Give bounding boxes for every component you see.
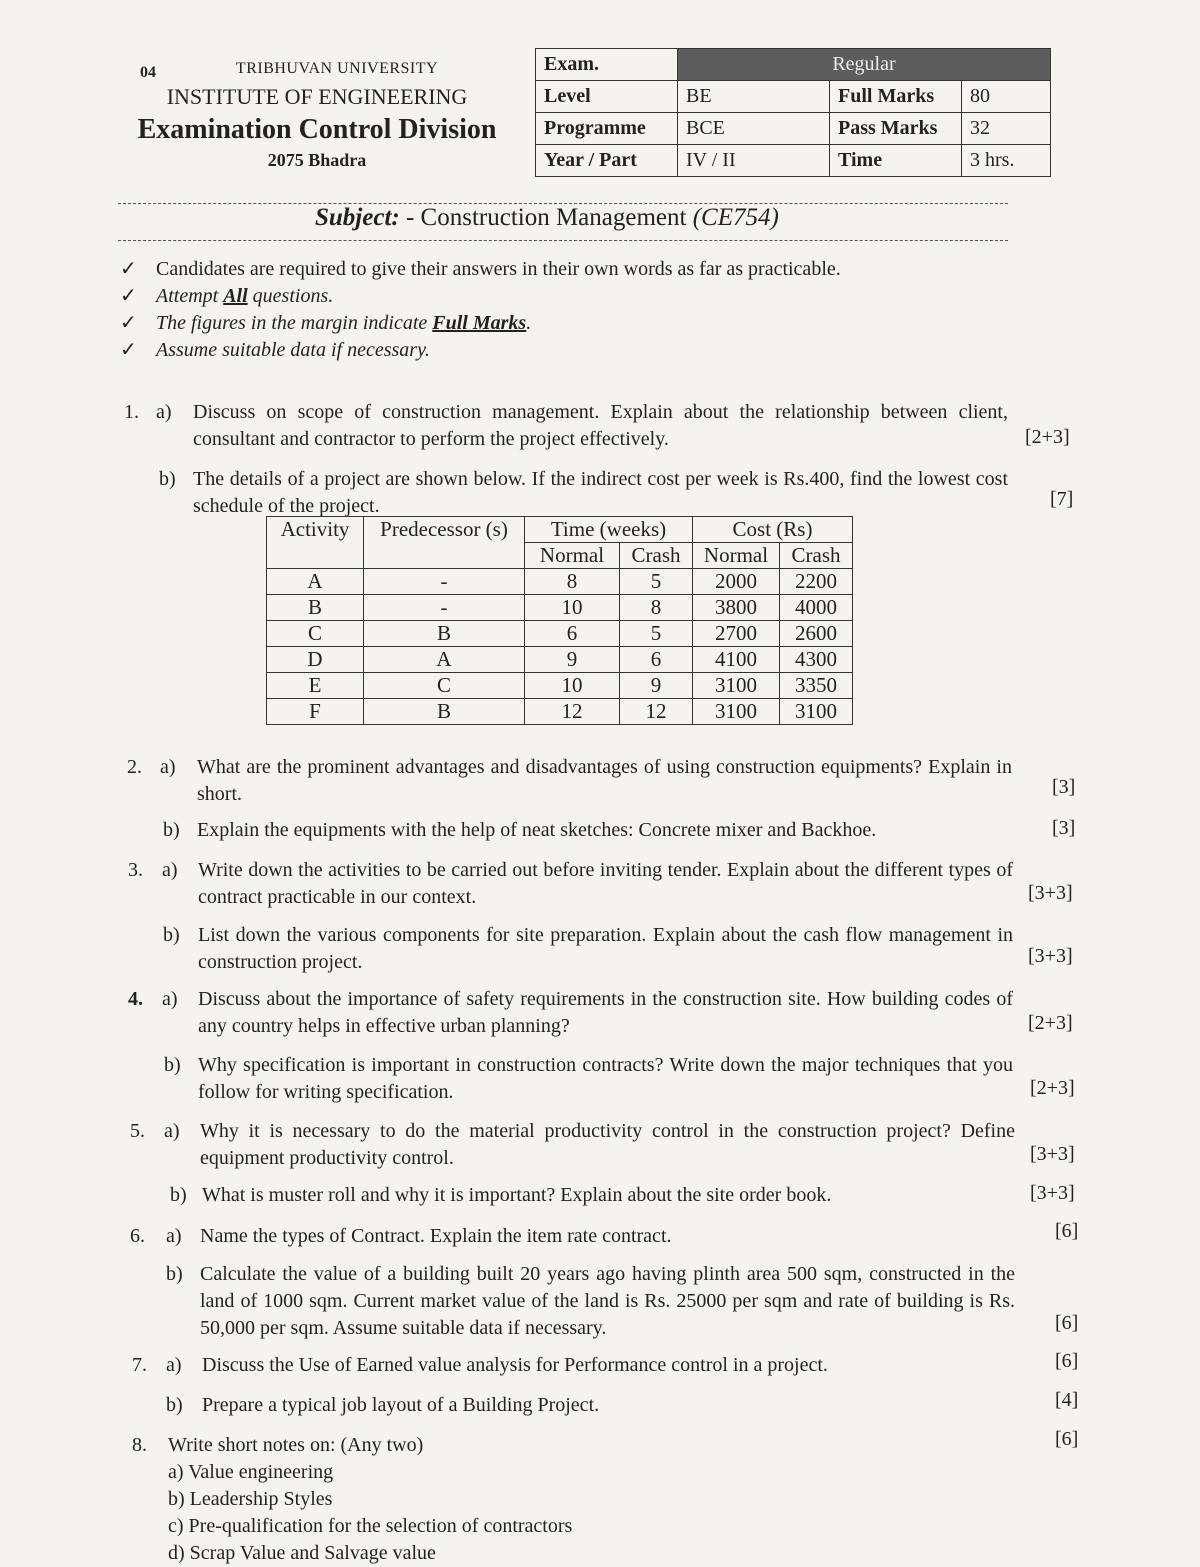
- question-8-items: [168, 1459, 868, 1567]
- time-value: 3 hrs.: [962, 145, 1051, 177]
- instruction-item: ✓ The figures in the margin indicate Full Marks.: [120, 312, 532, 334]
- header-time-crash: Crash: [620, 543, 693, 569]
- subject-code: (CE754): [692, 204, 779, 231]
- list-item: b) Leadership Styles: [168, 1488, 333, 1510]
- header-cost-normal: Normal: [693, 543, 780, 569]
- marks-4a: [2+3]: [1028, 1012, 1073, 1034]
- instruction-item: ✓ Candidates are required to give their answers in their own words as far as practicable.: [120, 258, 841, 280]
- marks-5a: [3+3]: [1030, 1143, 1075, 1165]
- table-row: C B 6 5 2700 2600: [267, 621, 853, 647]
- table-row: A - 8 5 2000 2200: [267, 569, 853, 595]
- table-row: F B 12 12 3100 3100: [267, 699, 853, 725]
- level-label: Level: [536, 81, 678, 113]
- check-icon: ✓: [120, 285, 137, 307]
- exam-label: Exam.: [536, 49, 678, 81]
- check-icon: ✓: [120, 258, 137, 280]
- year-label: Year / Part: [536, 145, 678, 177]
- programme-label: Programme: [536, 113, 678, 145]
- list-item: c) Pre-qualification for the selection of contractors: [168, 1515, 573, 1537]
- header-cost-crash: Crash: [780, 543, 853, 569]
- exam-date: 2075 Bhadra: [267, 150, 367, 170]
- marks-1a: [2+3]: [1025, 426, 1070, 448]
- year-value: IV / II: [678, 145, 830, 177]
- marks-2b: [3]: [1052, 817, 1076, 839]
- table-row: E C 10 9 3100 3350: [267, 673, 853, 699]
- marks-3b: [3+3]: [1028, 945, 1073, 967]
- activity-table: [266, 516, 853, 725]
- exam-paper: 04 TRIBHUVAN UNIVERSITY INSTITUTE OF ENGINEERING Examination Control Division 2075 Bhadra Exam. Regular Level BE Full Marks 80 Programme BCE Pass Marks 32 Year / Part IV / II Time 3 hrs. Subject: - Construction Management (CE754) ✓ Candidates are required to give their answers in their own words as far as practicable. ✓ Attempt All questions. ✓ The figures in the margin indicate Full Marks. ✓ Assume suitable data if necessary. 1. a) Discuss on scope of construction management. Explain about the relationship between client, consultant and contractor to perform the project effectively. [2+3] b) The details of a project are shown below. If the indirect cost per week is Rs.400, find the lowest cost schedule of the project. [7] Activity Predecessor (s) Time (weeks) Cost (Rs) Normal Crash Normal Crash A - 8 5 2000 2200 B - 10 8 3800 4000 C B 6 5 2700 2600 D A 9 6 4100 4300 E C 10 9 3100 3350 F B 12 12 3100 3100 2. a) What are the prominent advantages and disadvantages of using construction equipments? Explain in short. [3] b) Explain the equipments with the help of neat sketches: Concrete mixer and Backhoe. [3] 3. a) Write down the activities to be carried out before inviting tender. Explain about the different types of contract practicable in our context. [3+3] b) List down the various components for site preparation. Explain about the cash flow management in construction project. [3+3] 4. a) Discuss about the importance of safety requirements in the construction site. How building codes of any country helps in effective urban planning? [2+3] b) Why specification is important in construction contracts? Write down the major techniques that you follow for writing specification. [2+3] 5. a) Why it is necessary to do the material productivity control in the construction project? Define equipment productivity control. [3+3] b) What is muster roll and why it is important? Explain about the site order book. [3+3] 6. a) Name the types of Contract. Explain the item rate contract. [6] b) Calculate the value of a building built 20 years ago having plinth area 500 sqm, constructed in the land of 1000 sqm. Current market value of the land is Rs. 25000 per sqm and rate of building is Rs. 50,000 per sqm. Assume suitable data if necessary. [6] 7. a) Discuss the Use of Earned value analysis for Performance control in a project. [6] b) Prepare a typical job layout of a Building Project. [4] 8. Write short notes on: (Any two) [6] a) Value engineering b) Leadership Styles c) Pre-qualification for the selection of contractors d) Scrap Value and Salvage value: [0, 0, 1200, 1553]
- list-item: a) Value engineering: [168, 1461, 334, 1483]
- marks-6b: [6]: [1055, 1312, 1079, 1334]
- instruction-item: ✓ Assume suitable data if necessary.: [120, 339, 430, 361]
- header-cost: Cost (Rs): [693, 517, 853, 543]
- header-activity: Activity: [267, 517, 364, 569]
- exam-value: Regular: [678, 49, 1051, 81]
- exam-info-table: [535, 48, 1051, 177]
- programme-value: BCE: [678, 113, 830, 145]
- marks-2a: [3]: [1052, 776, 1076, 798]
- check-icon: ✓: [120, 312, 137, 334]
- marks-8: [6]: [1055, 1428, 1079, 1450]
- check-icon: ✓: [120, 339, 137, 361]
- university-name: TRIBHUVAN UNIVERSITY: [235, 60, 439, 77]
- level-value: BE: [678, 81, 830, 113]
- pass-marks-label: Pass Marks: [830, 113, 962, 145]
- full-marks-value: 80: [962, 81, 1051, 113]
- subject-name: - Construction Management: [405, 204, 687, 231]
- subject-line: [315, 204, 779, 232]
- time-label: Time: [830, 145, 962, 177]
- table-row: B - 10 8 3800 4000: [267, 595, 853, 621]
- pass-marks-value: 32: [962, 113, 1051, 145]
- header-block: [112, 60, 522, 171]
- marks-3a: [3+3]: [1028, 882, 1073, 904]
- table-row: D A 9 6 4100 4300: [267, 647, 853, 673]
- marks-4b: [2+3]: [1030, 1077, 1075, 1099]
- header-time-normal: Normal: [525, 543, 620, 569]
- marks-5b: [3+3]: [1030, 1182, 1075, 1204]
- full-marks-label: Full Marks: [830, 81, 962, 113]
- subject-label: Subject:: [315, 204, 400, 231]
- header-time: Time (weeks): [525, 517, 693, 543]
- marks-7a: [6]: [1055, 1350, 1079, 1372]
- marks-6a: [6]: [1055, 1220, 1079, 1242]
- instructions: [120, 256, 841, 364]
- marks-7b: [4]: [1055, 1389, 1079, 1411]
- instruction-item: ✓ Attempt All questions.: [120, 285, 334, 307]
- institute-name: INSTITUTE OF ENGINEERING: [166, 84, 468, 109]
- division-name: Examination Control Division: [137, 114, 497, 145]
- divider-bottom: [118, 240, 1008, 241]
- list-item: d) Scrap Value and Salvage value: [168, 1542, 436, 1564]
- header-predecessor: Predecessor (s): [364, 517, 525, 569]
- marks-1b: [7]: [1050, 488, 1074, 510]
- paper-code: 04: [140, 64, 156, 81]
